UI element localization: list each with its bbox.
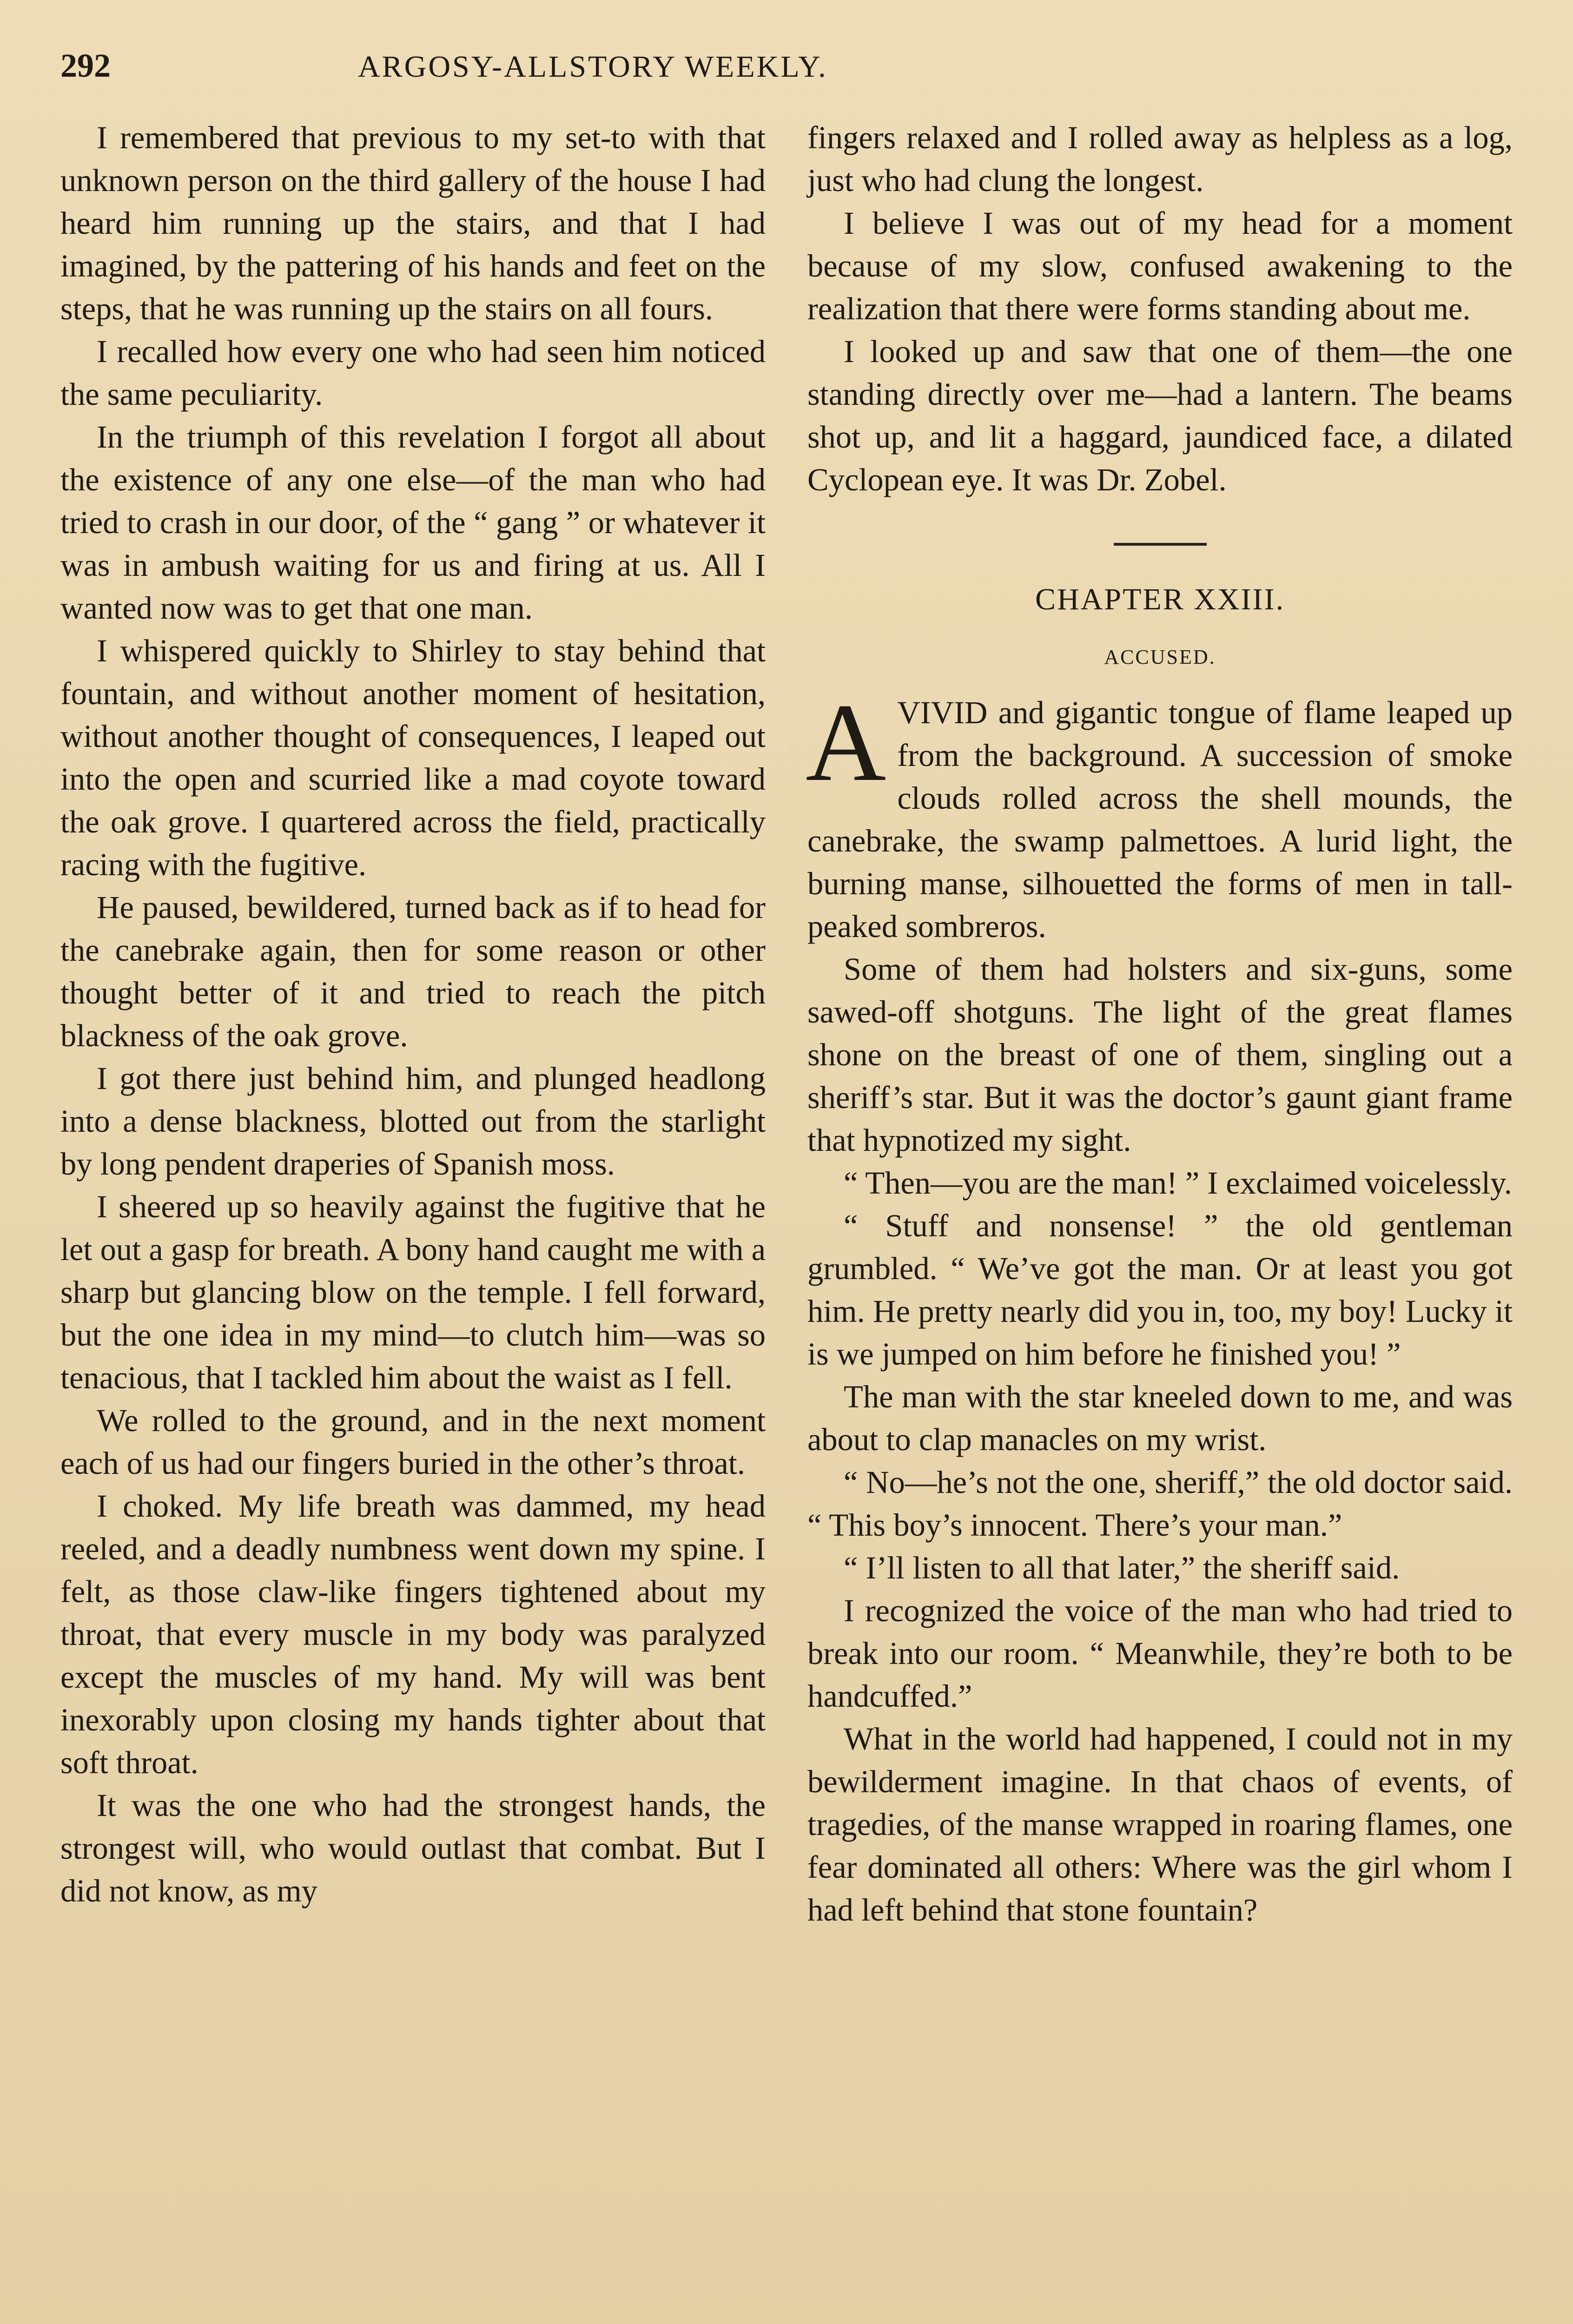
chapter-opening-paragraph <box>806 680 1513 948</box>
running-head: ARGOSY-ALLSTORY WEEKLY. <box>358 50 828 84</box>
paragraph: “ I’ll listen to all that later,” the sheriff said. <box>844 1550 1400 1585</box>
paragraph: “ Stuff and nonsense! ” the old gentleman grumbled. “ We’ve got the man. Or at least you got him. He pretty nearly did you in, too, my boy! Lucky it is we jumped on him before he finished you! ” <box>807 1208 1513 1372</box>
right-column <box>807 116 1513 1931</box>
chapter-subtitle: ACCUSED. <box>1104 646 1216 668</box>
page-header <box>60 46 1513 102</box>
paragraph: I recalled how every one who had seen him noticed the same peculiarity. <box>60 334 766 412</box>
opening-text: VIVID and gigantic tongue of flame leaped up from the background. A succession of smoke clouds rolled across the shell mounds, the canebrake, the swamp palmettoes. A lurid light, the burning manse, silhouetted the forms of men in tall-peaked sombreros. <box>807 695 1513 944</box>
paragraph: It was the one who had the strongest hands, the strongest will, who would outlast that combat. But I did not know, as my <box>60 1788 766 1908</box>
paragraph: What in the world had happened, I could not in my bewilderment imagine. In that chaos of events, of tragedies, of the manse wrapped in roaring flames, one fear dominated all others: Where was the girl whom I had left behind that stone fountain? <box>807 1721 1513 1928</box>
paragraph: I recognized the voice of the man who had tried to break into our room. “ Meanwhile, they’re both to be handcuffed.” <box>807 1593 1513 1714</box>
paragraph: I sheered up so heavily against the fugitive that he let out a gasp for breath. A bony hand caught me with a sharp but glancing blow on the temple. I fell forward, but the one idea in my mind—to clutch him—was so tenacious, that I tackled him about the waist as I fell. <box>60 1189 766 1395</box>
page-number: 292 <box>60 47 111 84</box>
paragraph: I choked. My life breath was dammed, my head reeled, and a deadly numbness went down my spine. I felt, as those claw-like fingers tightened about my throat, that every muscle in my body was paralyzed except the muscles of my hand. My will was bent inexorably upon closing my hands tighter about that soft throat. <box>60 1488 766 1780</box>
left-column <box>60 116 766 1931</box>
section-divider <box>1114 543 1207 546</box>
paragraph: In the triumph of this revelation I forgot all about the existence of any one else—of the man who had tried to crash in our door, of the “ gang ” or whatever it was in ambush waiting for us and firing at us. All I wanted now was to get that one man. <box>60 419 766 626</box>
paragraph: Some of them had holsters and six-guns, some sawed-off shotguns. The light of the great flames shone on the breast of one of them, singling out a sheriff’s star. But it was the doctor’s gaunt giant frame that hypnotized my sight. <box>807 951 1513 1158</box>
paragraph-continued: fingers relaxed and I rolled away as helpless as a log, just who had clung the longest. <box>807 120 1513 198</box>
paragraph: I remembered that previous to my set-to with that unknown person on the third gallery of the house I had heard him running up the stairs, and that I had imagined, by the pattering of his hands and feet on the steps, that he was running up the stairs on all fours. <box>60 120 766 326</box>
paragraph: I whispered quickly to Shirley to stay behind that fountain, and without another moment of hesitation, without another thought of consequences, I leaped out into the open and scurried like a mad coyote toward the oak grove. I quartered across the field, practically racing with the fugitive. <box>60 633 766 882</box>
paragraph: We rolled to the ground, and in the next moment each of us had our fingers buried in the other’s throat. <box>60 1403 766 1481</box>
paragraph: I got there just behind him, and plunged headlong into a dense blackness, blotted out from the starlight by long pendent draperies of Spanish moss. <box>60 1061 766 1182</box>
paragraph: “ No—he’s not the one, sheriff,” the old doctor said. “ This boy’s innocent. There’s your man.” <box>807 1465 1513 1543</box>
paragraph: I believe I was out of my head for a moment because of my slow, confused awakening to the realization that there were forms standing about me. <box>807 205 1513 326</box>
paragraph: He paused, bewildered, turned back as if to head for the canebrake again, then for some reason or other thought better of it and tried to reach the pitch blackness of the oak grove. <box>60 890 766 1053</box>
drop-cap: A <box>806 680 886 804</box>
chapter-title: CHAPTER XXIII. <box>1035 582 1285 616</box>
text-columns <box>60 116 1513 1931</box>
paragraph: The man with the star kneeled down to me, and was about to clap manacles on my wrist. <box>807 1379 1513 1457</box>
paragraph: “ Then—you are the man! ” I exclaimed voicelessly. <box>844 1165 1512 1201</box>
paragraph: I looked up and saw that one of them—the one standing directly over me—had a lantern. The beams shot up, and lit a haggard, jaundiced face, a dilated Cyclopean eye. It was Dr. Zobel. <box>807 334 1513 497</box>
